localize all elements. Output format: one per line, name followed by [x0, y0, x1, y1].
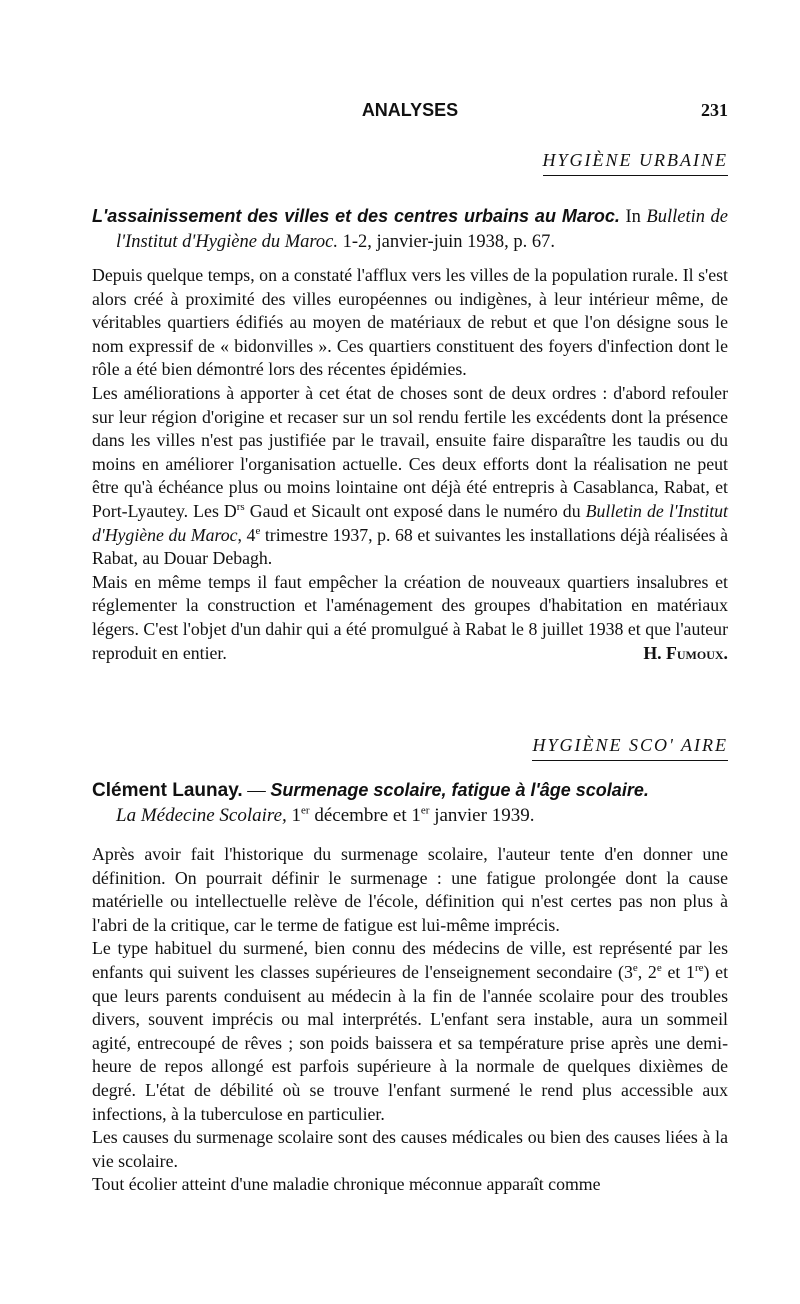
- running-title: ANALYSES: [361, 100, 459, 120]
- p2-b: , 2: [637, 961, 657, 982]
- superscript-rs: rs: [236, 501, 245, 514]
- reference-citation-1: [92, 204, 728, 254]
- reference-entry-2: [92, 778, 728, 828]
- p2-sup-3: re: [694, 962, 704, 975]
- src-a: 1: [286, 804, 302, 826]
- reference-source-2: [92, 804, 728, 829]
- publication-name-1: Bulletin de l'Institut d'Hygiène du Maroc.: [116, 207, 728, 252]
- para3-text: Mais en même temps il faut empêcher la création de nouveaux quartiers insalubres et réglementer la construction et l'aménagement des groupes d'habitation en matériaux légers. C'est l'objet d'un dahir qui a été promulgué à Rabat le 8 juillet 1938 et que l'auteur reproduit en entier.: [92, 571, 728, 663]
- abstract-1: [92, 264, 728, 665]
- p2-a: Le type habituel du surmené, bien connu des médecins de ville, est représenté par les enfants qui suivent les classes supérieures de l'enseignement secondaire (3: [92, 938, 728, 982]
- citation-in: In: [619, 207, 647, 227]
- reference-citation-2: [92, 778, 728, 804]
- publication-name-2: La Médecine Scolaire,: [116, 804, 287, 826]
- para2-text-c: , 4: [237, 524, 256, 545]
- abstract-2: [92, 843, 728, 1197]
- citation-details-1: 1-2, janvier-juin 1938, p. 67.: [338, 231, 555, 252]
- para2-text-a: Les améliorations à apporter à cet état de choses sont de deux ordres : d'abord refouler sur leur région d'origine et recaser sur un sol rendu fertile les excédents dont la présence dans les villes n'est pas justifiée par le travail, ensuite faire disparaître les taudis ou du moins en améliorer l'organisation actuelle. Ces deux efforts dont la réalisation ne peut être qu'à échéance plus ou moins lointaine ont déjà été entrepris à Casablanca, Rabat, et Port-Lyautey. Les D: [92, 382, 728, 521]
- p2-d: ) et que leurs parents conduisent au médecin à la fin de l'année scolaire pour des troubles divers, souvent imprécis ou mal interprétés. L'enfant sera instable, aura un sommeil agité, entrecoupé de rêves ; son poids baissera et sa température prise après une demi-heure de repos allongé est parfois supérieure à la normale de quelques dixièmes de degré. L'état de débilité où se trouve l'enfant surmené le rend plus accessible aux infections, à la tuberculose en particulier.: [92, 961, 729, 1124]
- abstract-2-paragraph-2: [92, 937, 728, 1126]
- signature: H. Fumoux.: [643, 642, 728, 663]
- abstract-1-paragraph-1: Depuis quelque temps, on a constaté l'afflux vers les villes de la population rurale. Il s'est alors créé à proximité des villes européennes ou indigènes, à leur intérieur même, de véritables quartiers édifiés au moyen de matériaux de rebut et que l'on désigne sous le nom expressif de « bidonvilles ». Ces quartiers constituent des foyers d'infection dont le rôle a été bien démontré lors des récentes épidémies.: [92, 265, 728, 380]
- abstract-2-paragraph-4: Tout écolier atteint d'une maladie chronique méconnue apparaît comme: [92, 1174, 601, 1195]
- abstract-2-paragraph-1: Après avoir fait l'historique du surmenage scolaire, l'auteur tente d'en donner une définition. On pourrait définir le surmenage : une fatigue prolongée dont la cause matérielle ou intellectuelle relève de l'école, définition qui n'est certes pas non plus à l'abri de la critique, car le terme de fatigue est lui-même imprécis.: [92, 844, 728, 935]
- section-heading-hygiene-urbaine: HYGIÈNE URBAINE: [543, 150, 728, 176]
- src-b: décembre et 1: [309, 804, 421, 826]
- src-sup-a: er: [301, 804, 310, 817]
- para2-publication: Bulletin de l'Institut d'Hygiène du Maroc: [92, 500, 728, 545]
- abstract-1-paragraph-2: [92, 382, 728, 571]
- citation-dash: —: [242, 781, 271, 801]
- p2-sup-2: e: [656, 962, 662, 975]
- running-header: [92, 100, 728, 128]
- src-sup-b: er: [420, 804, 430, 817]
- para2-text-b: Gaud et Sicault ont exposé dans le numéro du: [244, 500, 586, 521]
- section-heading-hygiene-scolaire: HYGIÈNE SCO' AIRE: [532, 735, 728, 761]
- article-title-2: Surmenage scolaire, fatigue à l'âge scolaire.: [270, 780, 649, 800]
- p2-sup-1: e: [632, 962, 638, 975]
- superscript-e: e: [255, 524, 261, 537]
- para2-text-d: trimestre 1937, p. 68 et suivantes les installations déjà réalisées à Rabat, au Douar Debagh.: [92, 524, 729, 569]
- page-number: 231: [701, 100, 728, 120]
- abstract-2-paragraph-3: Les causes du surmenage scolaire sont des causes médicales ou bien des causes liées à la vie scolaire.: [92, 1127, 728, 1171]
- reference-entry-1: [92, 204, 728, 254]
- p2-c: et 1: [661, 961, 695, 982]
- abstract-1-paragraph-3: [92, 571, 728, 665]
- author-name: Clément Launay.: [92, 780, 243, 801]
- article-title-1: L'assainissement des villes et des centres urbains au Maroc.: [92, 206, 620, 226]
- src-c: janvier 1939.: [429, 804, 535, 826]
